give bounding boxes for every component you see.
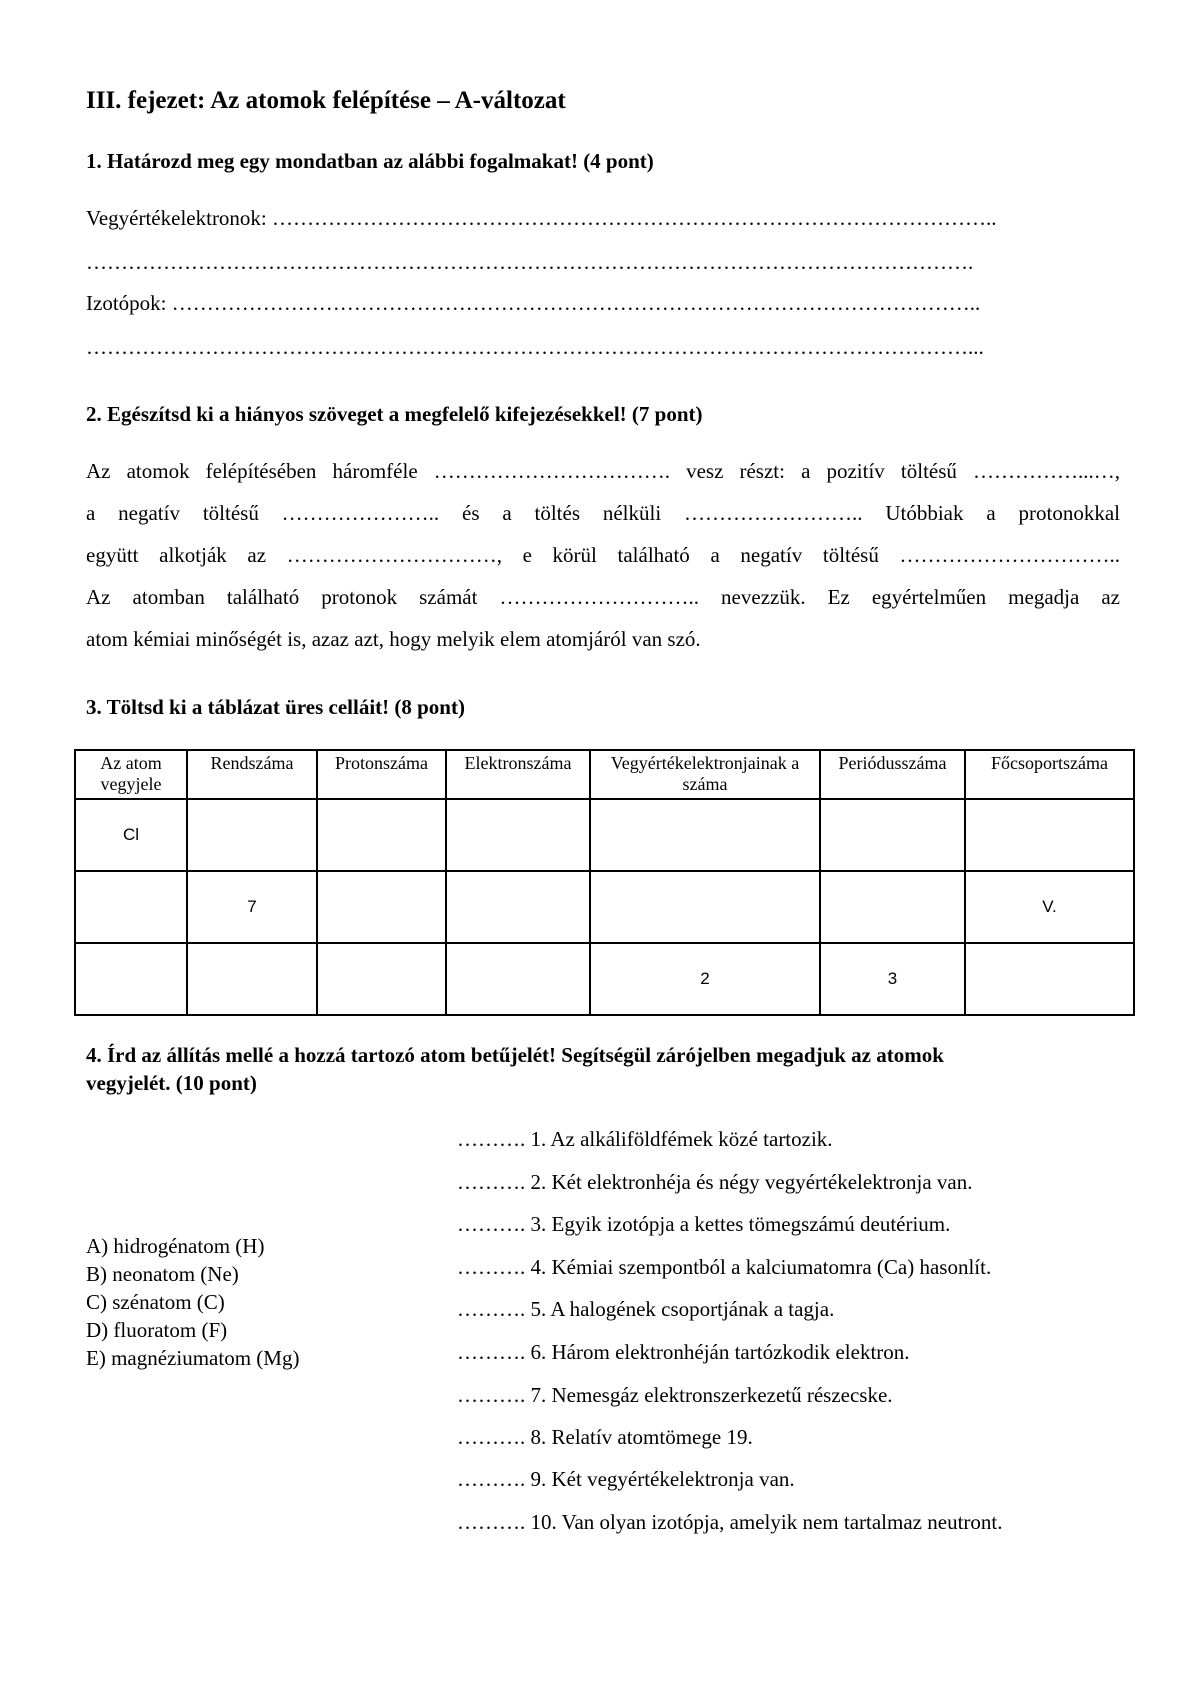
column-header: Periódusszáma	[820, 750, 965, 799]
table-header-row	[75, 750, 1134, 799]
table-cell[interactable]: Cl	[75, 799, 187, 871]
table-cell[interactable]	[820, 871, 965, 943]
table-cell[interactable]	[965, 799, 1134, 871]
table-cell[interactable]	[187, 799, 317, 871]
statement-7: ………. 7. Nemesgáz elektronszerkezetű részecske.	[457, 1383, 893, 1407]
table-cell[interactable]	[590, 871, 820, 943]
table-cell[interactable]	[965, 943, 1134, 1015]
q1-line-isotopes: Izotópok: ……………………………………………………………………………………………………..	[86, 291, 981, 315]
element-table	[74, 749, 1135, 1016]
q4-title: 4. Írd az állítás mellé a hozzá tartozó atom betűjelét! Segítségül zárójelben megadjuk az atomok	[86, 1043, 944, 1067]
table-cell[interactable]	[820, 799, 965, 871]
column-header: Elektronszáma	[446, 750, 590, 799]
table-cell[interactable]	[590, 799, 820, 871]
option-neon: B) neonatom (Ne)	[86, 1262, 239, 1286]
table-cell[interactable]	[317, 943, 446, 1015]
q1-line-blank: ………………………………………………………………………………………………………………...	[86, 335, 984, 359]
q2-text-line: atom kémiai minőségét is, azaz azt, hogy melyik elem atomjáról van szó.	[86, 627, 701, 651]
table-cell[interactable]	[317, 799, 446, 871]
statement-8: ………. 8. Relatív atomtömege 19.	[457, 1425, 753, 1449]
atom-options-list	[86, 1232, 299, 1372]
q2-title: 2. Egészítsd ki a hiányos szöveget a megfelelő kifejezésekkel! (7 pont)	[86, 402, 703, 426]
q3-title: 3. Töltsd ki a táblázat üres celláit! (8 pont)	[86, 695, 465, 719]
statement-5: ………. 5. A halogének csoportjának a tagja.	[457, 1297, 835, 1321]
q2-text-line: Az atomban található protonok számát ……………………….. nevezzük. Ez egyértelműen megadja az	[86, 585, 1120, 609]
statement-10: ………. 10. Van olyan izotópja, amelyik nem tartalmaz neutront.	[457, 1510, 1003, 1534]
q2-text-line: együtt alkotják az …………………………, e körül található a negatív töltésű …………………………..	[86, 543, 1120, 567]
column-header: Protonszáma	[317, 750, 446, 799]
table-row	[75, 943, 1134, 1015]
statement-1: ………. 1. Az alkáliföldfémek közé tartozik.	[457, 1127, 833, 1151]
table-cell[interactable]	[187, 943, 317, 1015]
option-fluorine: D) fluoratom (F)	[86, 1318, 228, 1342]
table-row	[75, 871, 1134, 943]
column-header: Főcsoportszáma	[965, 750, 1134, 799]
statement-2: ………. 2. Két elektronhéja és négy vegyértékelektronja van.	[457, 1170, 973, 1194]
table-cell[interactable]	[446, 871, 590, 943]
table-cell[interactable]: 7	[187, 871, 317, 943]
column-header: Vegyértékelektronjainak a száma	[590, 750, 820, 799]
table-cell[interactable]: V.	[965, 871, 1134, 943]
statement-4: ………. 4. Kémiai szempontból a kalciumatomra (Ca) hasonlít.	[457, 1255, 992, 1279]
table-cell[interactable]: 2	[590, 943, 820, 1015]
table-cell[interactable]	[75, 871, 187, 943]
table-row	[75, 799, 1134, 871]
statement-9: ………. 9. Két vegyértékelektronja van.	[457, 1467, 795, 1491]
table-cell[interactable]	[317, 871, 446, 943]
q2-text-line: a negatív töltésű ………………….. és a töltés nélküli …………………….. Utóbbiak a protonokkal	[86, 501, 1120, 525]
statement-6: ………. 6. Három elektronhéján tartózkodik elektron.	[457, 1340, 910, 1364]
table-cell[interactable]: 3	[820, 943, 965, 1015]
table-cell[interactable]	[446, 943, 590, 1015]
column-header: Rendszáma	[187, 750, 317, 799]
statement-3: ………. 3. Egyik izotópja a kettes tömegszámú deutérium.	[457, 1212, 951, 1236]
q1-line-valence: Vegyértékelektronok: …………………………………………………………………………………………..	[86, 206, 997, 230]
q4-title-cont: vegyjelét. (10 pont)	[86, 1071, 257, 1095]
option-hydrogen: A) hidrogénatom (H)	[86, 1234, 265, 1258]
page-title: III. fejezet: Az atomok felépítése – A-változat	[86, 87, 566, 114]
q1-title: 1. Határozd meg egy mondatban az alábbi fogalmakat! (4 pont)	[86, 149, 654, 173]
table-cell[interactable]	[75, 943, 187, 1015]
option-magnesium: E) magnéziumatom (Mg)	[86, 1346, 300, 1370]
column-header: Az atom vegyjele	[75, 750, 187, 799]
q1-line-blank: ……………………………………………………………………………………………………………….	[86, 250, 974, 274]
table-cell[interactable]	[446, 799, 590, 871]
q2-text-line: Az atomok felépítésében háromféle ……………………………. vesz részt: a pozitív töltésű ……………...…,	[86, 459, 1120, 483]
option-carbon: C) szénatom (C)	[86, 1290, 225, 1314]
